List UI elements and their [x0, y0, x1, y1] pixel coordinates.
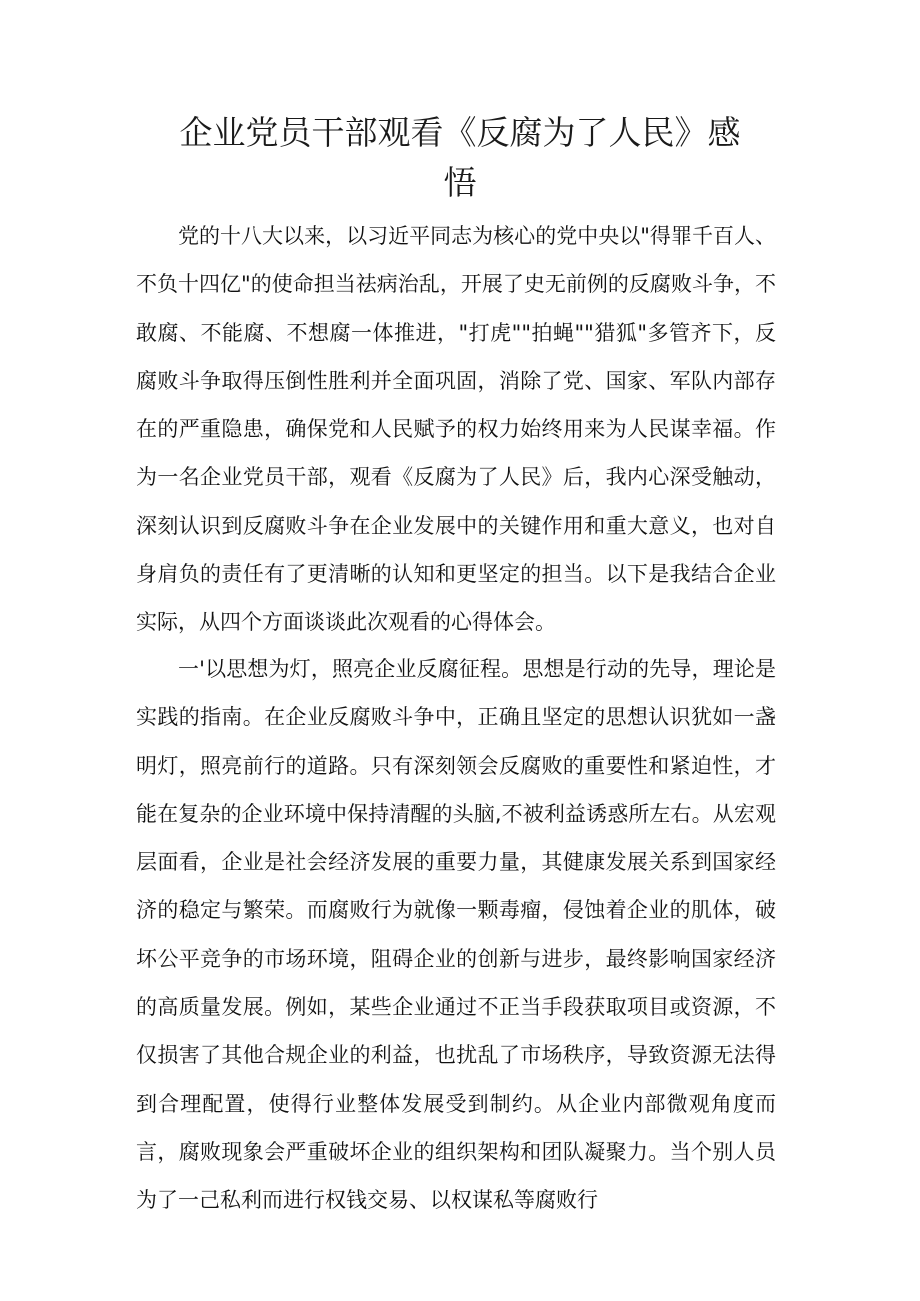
document-title-line-2: 悟	[443, 163, 477, 202]
paragraph-section-one: 一'以思想为灯，照亮企业反腐征程。思想是行动的先导，理论是实践的指南。在企业反腐败斗争中，正确且坚定的思想认识犹如一盏明灯，照亮前行的道路。只有深刻领会反腐败的重要性和紧迫性，才能在复杂的企业环境中保持清醒的头脑,不被利益诱惑所左右。从宏观层面看，企业是社会经济发展的重要力量，其健康发展关系到国家经济的稳定与繁荣。而腐败行为就像一颗毒瘤，侵蚀着企业的肌体，破坏公平竞争的市场环境，阻碍企业的创新与进步，最终影响国家经济的高质量发展。例如，某些企业通过不正当手段获取项目或资源，不仅损害了其他合规企业的利益，也扰乱了市场秩序，导致资源无法得到合理配置，使得行业整体发展受到制约。从企业内部微观角度而言，腐败现象会严重破坏企业的组织架构和团队凝聚力。当个别人员为了一己私利而进行权钱交易、以权谋私等腐败行	[136, 657, 776, 1213]
paragraph-intro: 党的十八大以来，以习近平同志为核心的党中央以"得罪千百人、不负十四亿"的使命担当祛病治乱，开展了史无前例的反腐败斗争，不敢腐、不能腐、不想腐一体推进，"打虎""拍蝇""猎狐"多管齐下，反腐败斗争取得压倒性胜利并全面巩固，消除了党、国家、军队内部存在的严重隐患，确保党和人民赋予的权力始终用来为人民谋幸福。作为一名企业党员干部，观看《反腐为了人民》后，我内心深受触动，深刻认识到反腐败斗争在企业发展中的关键作用和重大意义，也对自身肩负的责任有了更清晰的认知和更坚定的担当。以下是我结合企业实际，从四个方面谈谈此次观看的心得体会。	[136, 224, 776, 635]
document-title-line-1: 企业党员干部观看《反腐为了人民》感	[179, 113, 741, 152]
